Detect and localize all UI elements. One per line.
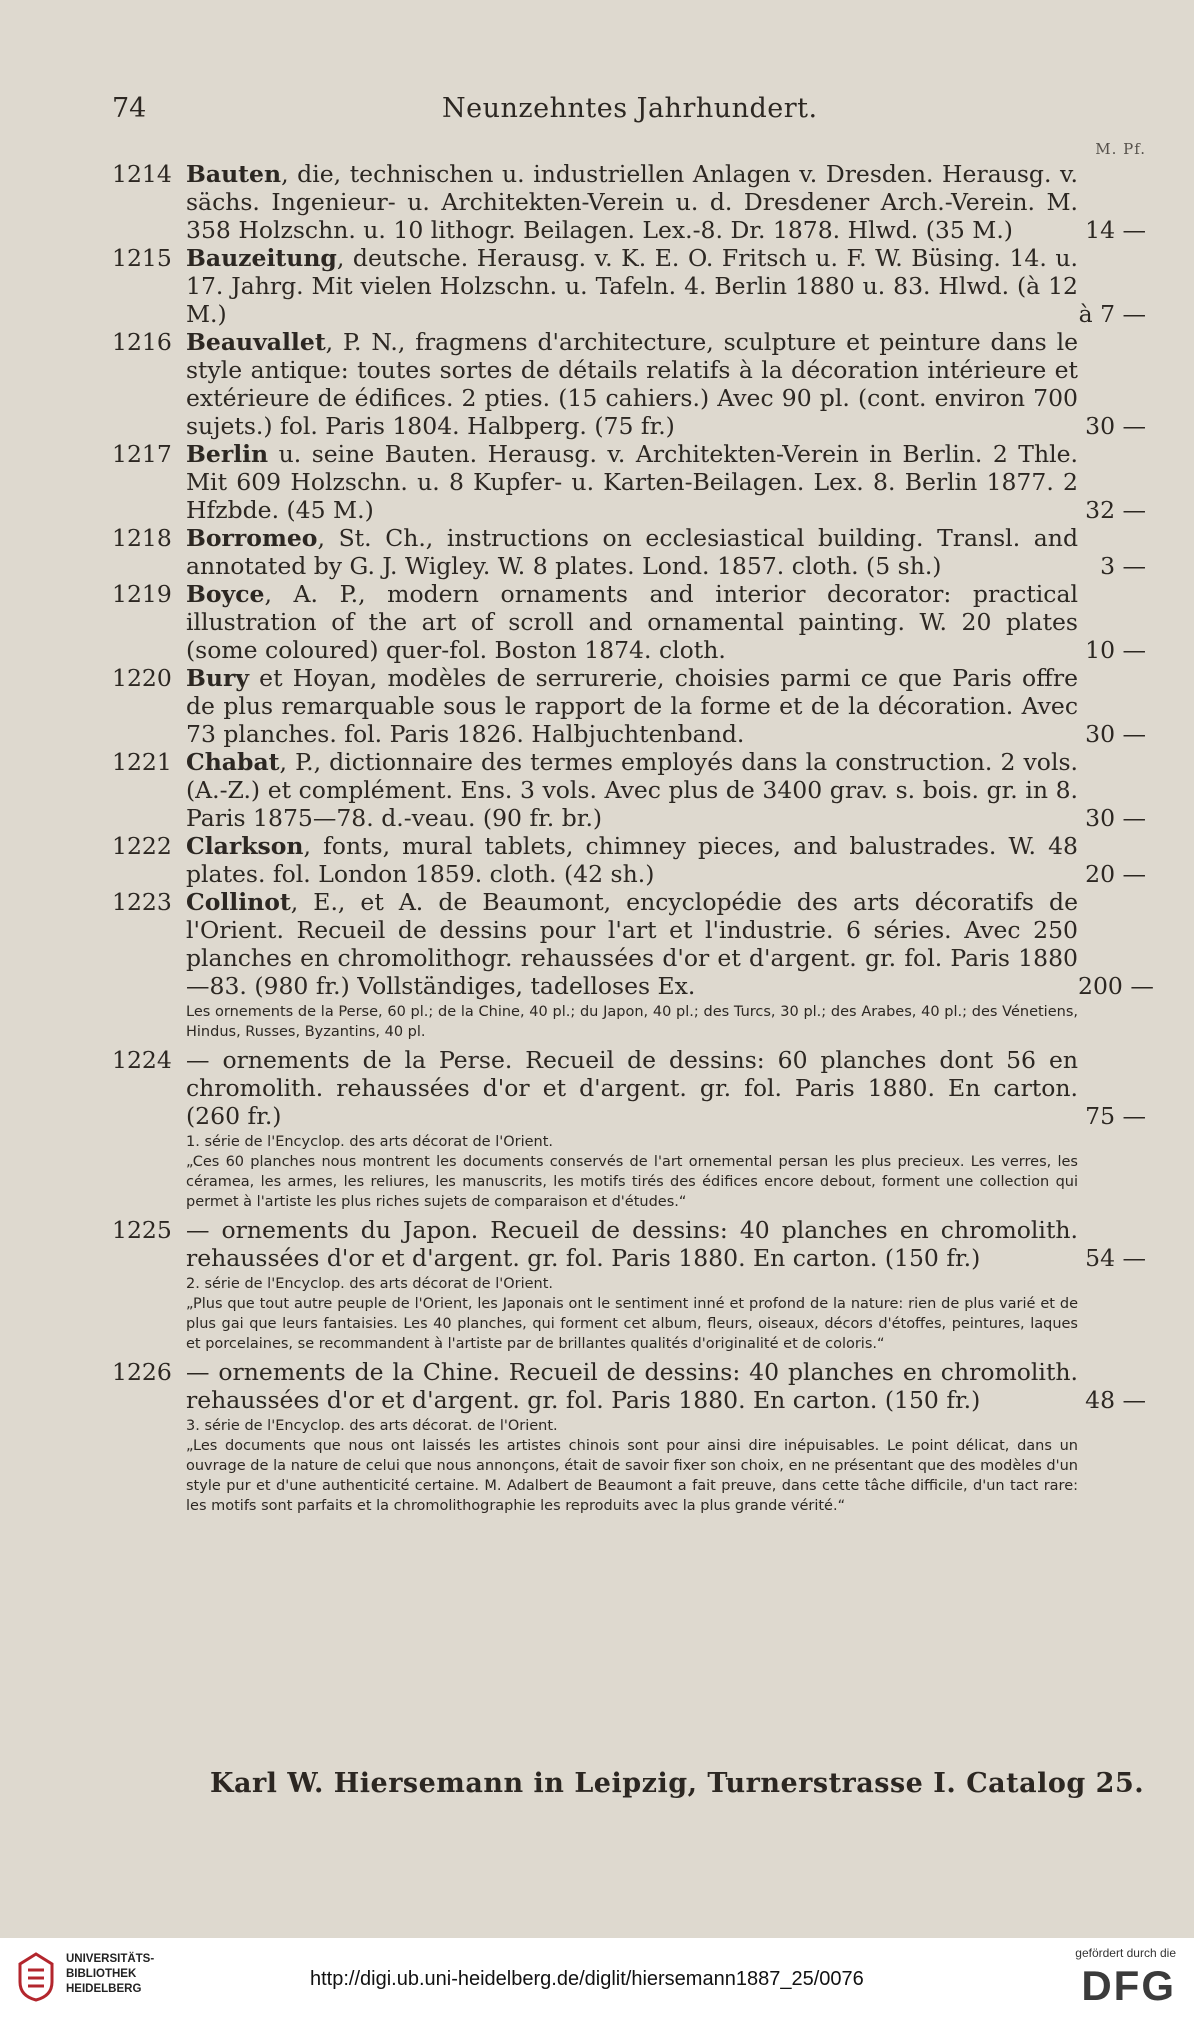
catalog-entry — [112, 1216, 1150, 1272]
note-quote: „Les documents que nous ont laissés les artistes chinois sont pour ainsi dire inépuisables. Le point délicat, dans un ouvrage de la nature de celui que nous annonçons, était de savoir fixer son choix, en ne présentant que des modèles d'un style pur et d'une authenticité certaine. M. Adalbert de Beaumont a fait preuve, dans cette tâche difficile, d'un tact rare: les motifs sont parfaits et la chromolithographie les reproduits avec la plus grande vérité.“ — [186, 1438, 1078, 1514]
funding-note: gefördert durch die — [1075, 1946, 1176, 1960]
entry-price: 32 — — [1085, 496, 1146, 524]
catalog-entry — [112, 832, 1150, 888]
catalog-entry — [112, 580, 1150, 664]
entry-number: 1215 — [112, 244, 172, 272]
entry-text — [186, 440, 1078, 524]
entry-heading: Boyce — [186, 580, 265, 608]
entry-price: 30 — — [1085, 412, 1146, 440]
page-number: 74 — [112, 93, 147, 124]
entry-text — [186, 160, 1078, 244]
entry-description: , fonts, mural tablets, chimney pieces, and balustrades. W. 48 plates. fol. London 1859. cloth. (42 sh.) — [186, 832, 1078, 888]
entry-list — [112, 160, 1154, 1520]
entry-description: et Hoyan, modèles de serrurerie, choisies parmi ce que Paris offre de plus remarquable sous le rapport de la forme et de la décoration. Avec 73 planches. fol. Paris 1826. Halbjuchtenband. — [186, 664, 1078, 748]
catalog-entry — [112, 748, 1150, 832]
entry-description: — ornements du Japon. Recueil de dessins: 40 planches en chromolith. rehaussées d'or et d'argent. gr. fol. Paris 1880. En carton. (150 fr.) — [186, 1216, 1078, 1272]
dfg-logo: DFG — [1081, 1962, 1176, 2009]
entry-price: 200 — — [1078, 972, 1154, 1000]
entry-number: 1219 — [112, 580, 172, 608]
entry-number: 1220 — [112, 664, 172, 692]
library-name: UNIVERSITÄTS- BIBLIOTHEK HEIDELBERG — [66, 1953, 155, 1995]
catalog-entry — [112, 1358, 1150, 1414]
entry-description: , deutsche. Herausg. v. K. E. O. Fritsch u. F. W. Büsing. 14. u. 17. Jahrg. Mit vielen Holzschn. u. Tafeln. 4. Berlin 1880 u. 83. Hlwd. (à 12 M.) — [186, 244, 1078, 328]
note-quote: „Ces 60 planches nous montrent les documents conservés de l'art ornemental persan les plus precieux. Les verres, les céramea, les armes, les reliures, les manuscrits, les motifs tirés des édifices encore debout, forment une collection qui permet à l'artiste les plus riches sujets de comparaison et d'études.“ — [186, 1154, 1078, 1210]
catalog-entry — [112, 1046, 1150, 1130]
entry-price: 10 — — [1085, 636, 1146, 664]
entry-price: 54 — — [1085, 1244, 1146, 1272]
entry-text — [186, 888, 1078, 1000]
entry-number: 1217 — [112, 440, 172, 468]
entry-note-row — [112, 1130, 1150, 1216]
entry-text — [186, 328, 1078, 440]
entry-price: 30 — — [1085, 804, 1146, 832]
entry-number: 1226 — [112, 1358, 172, 1386]
entry-text — [186, 244, 1078, 328]
entry-number: 1222 — [112, 832, 172, 860]
entry-heading: Bauzeitung — [186, 244, 337, 272]
entry-note — [186, 1002, 1078, 1042]
entry-number: 1221 — [112, 748, 172, 776]
university-library-logo — [16, 1952, 56, 2002]
page-title: Neunzehntes Jahrhundert. — [442, 93, 818, 124]
entry-note — [186, 1132, 1078, 1212]
note-series: 3. série de l'Encyclop. des arts décorat. de l'Orient. — [186, 1418, 558, 1434]
entry-text — [186, 1216, 1078, 1272]
entry-text — [186, 1358, 1078, 1414]
note-quote: „Plus que tout autre peuple de l'Orient, les Japonais ont le sentiment inné et profond de la nature: rien de plus varié et de plus gai que leurs fantaisies. Les 40 planches, qui forment cet album, fleurs, oiseaux, décors d'étoffes, peintures, laques et porcelaines, se recommandent à l'artiste par de brillantes qualités d'originalité et de coloris.“ — [186, 1296, 1078, 1352]
entry-number: 1224 — [112, 1046, 172, 1074]
entry-number: 1214 — [112, 160, 172, 188]
entry-note — [186, 1416, 1078, 1516]
entry-text — [186, 1046, 1078, 1130]
entry-number: 1218 — [112, 524, 172, 552]
entry-heading: Clarkson — [186, 832, 304, 860]
catalog-entry — [112, 160, 1150, 244]
entry-description: , die, technischen u. industriellen Anlagen v. Dresden. Herausg. v. sächs. Ingenieur- u. Architekten-Verein u. d. Dresdener Arch.-Verein. M. 358 Holzschn. u. 10 lithogr. Beilagen. Lex.-8. Dr. 1878. Hlwd. (35 M.) — [186, 160, 1078, 244]
entry-description: , P. N., fragmens d'architecture, sculpture et peinture dans le style antique: toutes sortes de détails relatifs à la décoration intérieure et extérieure de édifices. 2 pties. (15 cahiers.) Avec 90 pl. (cont. environ 700 sujets.) fol. Paris 1804. Halbperg. (75 fr.) — [186, 328, 1078, 440]
note-series: 2. série de l'Encyclop. des arts décorat de l'Orient. — [186, 1276, 554, 1292]
entry-price: 30 — — [1085, 720, 1146, 748]
catalog-entry — [112, 664, 1150, 748]
catalog-entry — [112, 888, 1154, 1000]
entry-description: , St. Ch., instructions on ecclesiastical building. Transl. and annotated by G. J. Wigley. W. 8 plates. Lond. 1857. cloth. (5 sh.) — [186, 524, 1078, 580]
entry-number: 1223 — [112, 888, 172, 916]
entry-description: — ornements de la Perse. Recueil de dessins: 60 planches dont 56 en chromolith. rehaussées d'or et d'argent. gr. fol. Paris 1880. En carton. (260 fr.) — [186, 1046, 1078, 1130]
publisher-footer: Karl W. Hiersemann in Leipzig, Turnerstrasse I. Catalog 25. — [210, 1768, 1145, 1799]
entry-note-row — [112, 1272, 1150, 1358]
digitization-bar — [0, 1938, 1194, 2017]
entry-description: , E., et A. de Beaumont, encyclopédie des arts décoratifs de l'Orient. Recueil de dessins pour l'art et l'industrie. 6 séries. Avec 250 planches en chromolithogr. rehaussées d'or et d'argent. gr. fol. Paris 1880—83. (980 fr.) Vollständiges, tadelloses Ex. — [186, 888, 1078, 1000]
currency-header: M. Pf. — [1095, 140, 1146, 158]
entry-text — [186, 580, 1078, 664]
entry-price: 48 — — [1085, 1386, 1146, 1414]
entry-heading: Bury — [186, 664, 249, 692]
catalog-entry — [112, 244, 1150, 328]
entry-heading: Borromeo — [186, 524, 318, 552]
entry-price: 20 — — [1085, 860, 1146, 888]
entry-note-row — [112, 1414, 1150, 1520]
catalog-entry — [112, 328, 1150, 440]
note-series: 1. série de l'Encyclop. des arts décorat de l'Orient. — [186, 1134, 554, 1150]
entry-price: à 7 — — [1078, 300, 1146, 328]
entry-description: , P., dictionnaire des termes employés dans la construction. 2 vols. (A.-Z.) et complément. Ens. 3 vols. Avec plus de 3400 grav. s. bois. gr. in 8. Paris 1875—78. d.-veau. (90 fr. br.) — [186, 748, 1078, 832]
catalog-entry — [112, 524, 1150, 580]
source-url-link[interactable]: http://digi.ub.uni-heidelberg.de/diglit/hiersemann1887_25/0076 — [310, 1968, 864, 1990]
entry-price: 14 — — [1085, 216, 1146, 244]
entry-note-row — [112, 1000, 1150, 1046]
entry-heading: Collinot — [186, 888, 291, 916]
entry-price: 3 — — [1100, 552, 1146, 580]
entry-text — [186, 664, 1078, 748]
note-series: Les ornements de la Perse, 60 pl.; de la Chine, 40 pl.; du Japon, 40 pl.; des Turcs, 30 pl.; des Arabes, 40 pl.; des Vénetiens, Hindus, Russes, Byzantins, 40 pl. — [186, 1004, 1078, 1040]
entry-price: 75 — — [1085, 1102, 1146, 1130]
entry-note — [186, 1274, 1078, 1354]
entry-heading: Beauvallet — [186, 328, 326, 356]
entry-text — [186, 748, 1078, 832]
entry-description: , A. P., modern ornaments and interior decorator: practical illustration of the art of scroll and ornamental painting. W. 20 plates (some coloured) quer-fol. Boston 1874. cloth. — [186, 580, 1078, 664]
entry-text — [186, 832, 1078, 888]
entry-description: — ornements de la Chine. Recueil de dessins: 40 planches en chromolith. rehaussées d'or et d'argent. gr. fol. Paris 1880. En carton. (150 fr.) — [186, 1358, 1078, 1414]
entry-heading: Chabat — [186, 748, 280, 776]
entry-text — [186, 524, 1078, 580]
entry-description: u. seine Bauten. Herausg. v. Architekten-Verein in Berlin. 2 Thle. Mit 609 Holzschn. u. 8 Kupfer- u. Karten-Beilagen. Lex. 8. Berlin 1877. 2 Hfzbde. (45 M.) — [186, 440, 1078, 524]
entry-number: 1216 — [112, 328, 172, 356]
entry-heading: Bauten — [186, 160, 282, 188]
entry-number: 1225 — [112, 1216, 172, 1244]
entry-heading: Berlin — [186, 440, 269, 468]
catalog-entry — [112, 440, 1150, 524]
